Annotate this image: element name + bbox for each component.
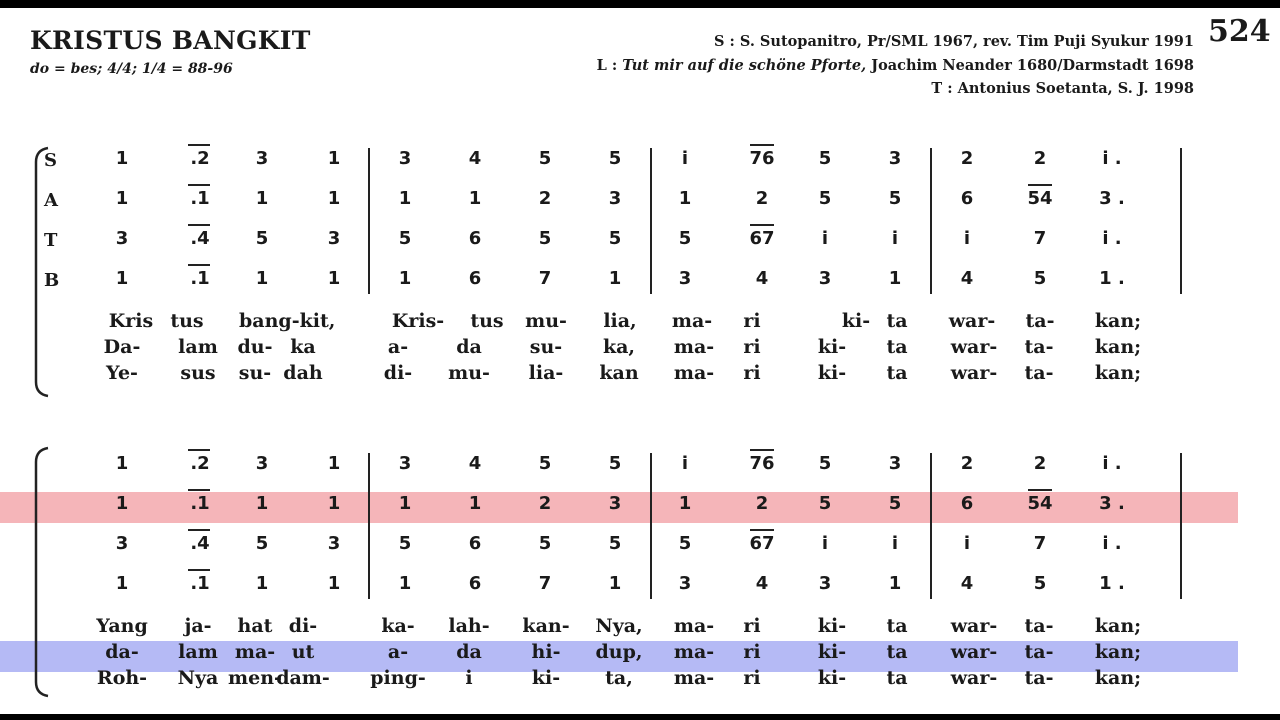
note-s2-alto-6: 1 bbox=[468, 493, 482, 514]
note-s1-alto-11: 5 bbox=[818, 188, 832, 209]
lyric-s2-l1-2: ja- bbox=[184, 615, 212, 637]
note-s2-alto-3: 1 bbox=[255, 493, 269, 514]
lyric-s1-l2-2: lam bbox=[178, 336, 218, 358]
note-s2-tenor-6: 6 bbox=[468, 533, 482, 554]
beam-line bbox=[1028, 489, 1052, 491]
lyric-s2-l2-12: ta bbox=[886, 641, 908, 663]
note-s1-alto-12: 5 bbox=[888, 188, 902, 209]
note-s1-tenor-7: 5 bbox=[538, 228, 552, 249]
lyric-s1-l1-9: ri bbox=[743, 310, 761, 332]
lyric-s2-l3-8: ta, bbox=[605, 667, 633, 689]
lyric-s1-l1-2: tus bbox=[170, 310, 204, 332]
beam-line bbox=[750, 529, 774, 531]
note-s1-bass-15: 1 . bbox=[1099, 268, 1125, 289]
lyric-s2-l1-11: ki- bbox=[817, 615, 847, 637]
note-s1-alto-14: 54 bbox=[1027, 188, 1053, 209]
lyric-s1-l1-12: war- bbox=[948, 310, 996, 332]
note-s1-bass-12: 1 bbox=[888, 268, 902, 289]
note-s1-bass-13: 4 bbox=[960, 268, 974, 289]
bottom-black-border bbox=[0, 714, 1280, 720]
lyric-s2-l2-3: ma- bbox=[234, 641, 276, 663]
lyric-s1-l1-1: Kris bbox=[108, 310, 154, 332]
note-s1-bass-9: 3 bbox=[678, 268, 692, 289]
note-s2-bass-13: 4 bbox=[960, 573, 974, 594]
lyric-s2-l1-1: Yang bbox=[96, 615, 148, 637]
lyric-s2-l1-7: kan- bbox=[522, 615, 570, 637]
beam-line bbox=[750, 144, 774, 146]
note-s2-alto-10: 2 bbox=[755, 493, 769, 514]
lyric-s2-l3-5: ping- bbox=[370, 667, 426, 689]
note-s1-alto-7: 2 bbox=[538, 188, 552, 209]
lyric-s1-l2-8: ka, bbox=[602, 336, 636, 358]
lyric-s1-l2-14: ta- bbox=[1024, 336, 1054, 358]
note-s2-alto-12: 5 bbox=[888, 493, 902, 514]
beam-line bbox=[1028, 184, 1052, 186]
lyric-s2-l3-3: men- bbox=[228, 667, 282, 689]
lyric-s2-l3-13: war- bbox=[950, 667, 998, 689]
lyric-s2-l3-11: ki- bbox=[817, 667, 847, 689]
note-s1-tenor-9: 5 bbox=[678, 228, 692, 249]
lyric-s1-l1-6: mu- bbox=[525, 310, 567, 332]
note-s1-tenor-13: i bbox=[963, 228, 971, 249]
note-s2-tenor-4: 3 bbox=[327, 533, 341, 554]
note-s2-bass-15: 1 . bbox=[1099, 573, 1125, 594]
note-s1-soprano-3: 3 bbox=[255, 148, 269, 169]
lyric-s2-l2-8: dup, bbox=[595, 641, 643, 663]
credit-lyrics-source bbox=[597, 57, 1194, 74]
note-s1-alto-6: 1 bbox=[468, 188, 482, 209]
note-s1-alto-3: 1 bbox=[255, 188, 269, 209]
lyric-s1-l2-12: ta bbox=[886, 336, 908, 358]
note-s2-bass-12: 1 bbox=[888, 573, 902, 594]
tempo-marking: do = bes; 4/4; 1/4 = 88-96 bbox=[30, 61, 233, 77]
lyric-s1-l3-5: di- bbox=[383, 362, 413, 384]
note-s2-alto-2: .1 bbox=[190, 493, 210, 514]
note-s1-soprano-15: i . bbox=[1102, 148, 1122, 169]
lyric-s1-l1-13: ta- bbox=[1025, 310, 1055, 332]
beam-line bbox=[750, 224, 774, 226]
lyric-s2-l2-11: ki- bbox=[817, 641, 847, 663]
lyric-s1-l2-1: Da- bbox=[103, 336, 141, 358]
lyric-s2-l2-2: lam bbox=[178, 641, 218, 663]
lyric-s2-l1-6: lah- bbox=[448, 615, 490, 637]
lyric-s2-l2-15: kan; bbox=[1094, 641, 1142, 663]
bar-line bbox=[930, 148, 932, 294]
note-s1-bass-4: 1 bbox=[327, 268, 341, 289]
voice-label-alto: A bbox=[44, 190, 58, 211]
lyric-s1-l3-13: war- bbox=[950, 362, 998, 384]
note-s1-bass-1: 1 bbox=[115, 268, 129, 289]
lyric-s2-l2-1: da- bbox=[105, 641, 139, 663]
note-s1-bass-14: 5 bbox=[1033, 268, 1047, 289]
lyric-s1-l2-3: du- bbox=[237, 336, 273, 358]
song-title: KRISTUS BANGKIT bbox=[30, 26, 311, 55]
note-s1-alto-10: 2 bbox=[755, 188, 769, 209]
note-s1-alto-9: 1 bbox=[678, 188, 692, 209]
bar-line bbox=[1180, 148, 1182, 294]
bar-line bbox=[1180, 453, 1182, 599]
lyric-s1-l3-6: mu- bbox=[448, 362, 490, 384]
note-s1-bass-6: 6 bbox=[468, 268, 482, 289]
note-s1-tenor-12: i bbox=[891, 228, 899, 249]
beam-line bbox=[188, 569, 210, 571]
note-s1-soprano-6: 4 bbox=[468, 148, 482, 169]
note-s2-soprano-7: 5 bbox=[538, 453, 552, 474]
beam-line bbox=[188, 144, 210, 146]
note-s2-tenor-1: 3 bbox=[115, 533, 129, 554]
note-s1-bass-3: 1 bbox=[255, 268, 269, 289]
lyric-s2-l3-1: Roh- bbox=[96, 667, 148, 689]
note-s1-soprano-4: 1 bbox=[327, 148, 341, 169]
note-s1-tenor-14: 7 bbox=[1033, 228, 1047, 249]
lyric-s1-l1-4: Kris- bbox=[391, 310, 445, 332]
note-s2-alto-14: 54 bbox=[1027, 493, 1053, 514]
note-s1-tenor-8: 5 bbox=[608, 228, 622, 249]
note-s1-alto-4: 1 bbox=[327, 188, 341, 209]
note-s2-bass-7: 7 bbox=[538, 573, 552, 594]
lyric-s1-l3-8: kan bbox=[599, 362, 639, 384]
lyric-s2-l1-3: hat bbox=[237, 615, 273, 637]
note-s2-tenor-2: .4 bbox=[190, 533, 210, 554]
lyric-s1-l2-7: su- bbox=[529, 336, 563, 358]
lyric-s1-l2-13: war- bbox=[950, 336, 998, 358]
note-s1-soprano-5: 3 bbox=[398, 148, 412, 169]
lyric-s2-l1-8: Nya, bbox=[595, 615, 643, 637]
lyric-s2-l1-9: ma- bbox=[673, 615, 715, 637]
lyric-s2-l3-7: ki- bbox=[531, 667, 561, 689]
note-s1-bass-7: 7 bbox=[538, 268, 552, 289]
bar-line bbox=[368, 148, 370, 294]
note-s1-soprano-14: 2 bbox=[1033, 148, 1047, 169]
lyric-s1-l3-2: sus bbox=[180, 362, 216, 384]
lyric-s2-l3-6: i bbox=[465, 667, 473, 689]
lyric-s1-l1-14: kan; bbox=[1094, 310, 1142, 332]
beam-line bbox=[188, 264, 210, 266]
lyric-s1-l1-7: lia, bbox=[603, 310, 637, 332]
lyric-s2-l3-14: ta- bbox=[1024, 667, 1054, 689]
top-black-border bbox=[0, 0, 1280, 8]
lyric-s1-l3-1: Ye- bbox=[106, 362, 138, 384]
note-s1-tenor-15: i . bbox=[1102, 228, 1122, 249]
bar-line bbox=[650, 453, 652, 599]
note-s2-soprano-6: 4 bbox=[468, 453, 482, 474]
note-s2-alto-15: 3 . bbox=[1099, 493, 1125, 514]
note-s1-alto-1: 1 bbox=[115, 188, 129, 209]
lyric-s2-l3-2: Nya bbox=[177, 667, 219, 689]
note-s2-tenor-13: i bbox=[963, 533, 971, 554]
note-s2-soprano-14: 2 bbox=[1033, 453, 1047, 474]
note-s1-tenor-4: 3 bbox=[327, 228, 341, 249]
note-s2-bass-10: 4 bbox=[755, 573, 769, 594]
lyric-s2-l2-13: war- bbox=[950, 641, 998, 663]
note-s2-tenor-8: 5 bbox=[608, 533, 622, 554]
bar-line bbox=[930, 453, 932, 599]
credit-l-rest: Joachim Neander 1680/Darmstadt 1698 bbox=[866, 57, 1194, 74]
bar-line bbox=[368, 453, 370, 599]
note-s1-soprano-9: i bbox=[681, 148, 689, 169]
lyric-s1-l3-14: ta- bbox=[1024, 362, 1054, 384]
note-s1-soprano-2: .2 bbox=[190, 148, 210, 169]
note-s2-bass-1: 1 bbox=[115, 573, 129, 594]
lyric-s1-l3-7: lia- bbox=[528, 362, 564, 384]
lyric-s1-l3-10: ri bbox=[743, 362, 761, 384]
beam-line bbox=[188, 184, 210, 186]
note-s2-bass-5: 1 bbox=[398, 573, 412, 594]
lyric-s1-l3-12: ta bbox=[886, 362, 908, 384]
note-s2-soprano-9: i bbox=[681, 453, 689, 474]
note-s2-alto-9: 1 bbox=[678, 493, 692, 514]
lyric-s2-l3-10: ri bbox=[743, 667, 761, 689]
note-s2-soprano-3: 3 bbox=[255, 453, 269, 474]
credit-translation: T : Antonius Soetanta, S. J. 1998 bbox=[931, 80, 1194, 97]
lyric-s1-l3-3: su- bbox=[238, 362, 272, 384]
beam-line bbox=[188, 224, 210, 226]
beam-line bbox=[750, 449, 774, 451]
lyric-s2-l2-5: a- bbox=[387, 641, 409, 663]
note-s1-soprano-11: 5 bbox=[818, 148, 832, 169]
credit-l-prefix: L : bbox=[596, 57, 623, 74]
lyric-s2-l1-12: ta bbox=[886, 615, 908, 637]
note-s2-tenor-15: i . bbox=[1102, 533, 1122, 554]
note-s1-bass-10: 4 bbox=[755, 268, 769, 289]
lyric-s2-l2-10: ri bbox=[743, 641, 761, 663]
note-s2-tenor-10: 67 bbox=[749, 533, 775, 554]
lyric-s1-l1-5: tus bbox=[470, 310, 504, 332]
lyric-s1-l1-10: ki- bbox=[841, 310, 871, 332]
note-s2-tenor-5: 5 bbox=[398, 533, 412, 554]
note-s1-soprano-8: 5 bbox=[608, 148, 622, 169]
note-s2-tenor-11: i bbox=[821, 533, 829, 554]
note-s2-alto-8: 3 bbox=[608, 493, 622, 514]
note-s2-soprano-8: 5 bbox=[608, 453, 622, 474]
lyric-s2-l2-14: ta- bbox=[1024, 641, 1054, 663]
lyric-s2-l2-6: da bbox=[456, 641, 482, 663]
lyric-s1-l2-10: ri bbox=[743, 336, 761, 358]
lyric-s2-l1-10: ri bbox=[743, 615, 761, 637]
lyric-s2-l3-15: kan; bbox=[1094, 667, 1142, 689]
lyric-s1-l3-15: kan; bbox=[1094, 362, 1142, 384]
lyric-s1-l2-5: a- bbox=[387, 336, 409, 358]
note-s1-tenor-1: 3 bbox=[115, 228, 129, 249]
system-2-brace bbox=[32, 446, 50, 698]
lyric-s1-l2-9: ma- bbox=[673, 336, 715, 358]
note-s1-soprano-13: 2 bbox=[960, 148, 974, 169]
note-s1-alto-5: 1 bbox=[398, 188, 412, 209]
lyric-s1-l1-8: ma- bbox=[671, 310, 713, 332]
lyric-s2-l3-4: dam- bbox=[276, 667, 330, 689]
bar-line bbox=[650, 148, 652, 294]
lyric-s1-l3-4: dah bbox=[283, 362, 323, 384]
lyric-s2-l2-9: ma- bbox=[673, 641, 715, 663]
lyric-s1-l3-9: ma- bbox=[673, 362, 715, 384]
lyric-s1-l2-4: ka bbox=[290, 336, 316, 358]
lyric-s2-l1-13: war- bbox=[950, 615, 998, 637]
note-s1-tenor-2: .4 bbox=[190, 228, 210, 249]
note-s2-bass-9: 3 bbox=[678, 573, 692, 594]
note-s2-soprano-15: i . bbox=[1102, 453, 1122, 474]
note-s1-bass-8: 1 bbox=[608, 268, 622, 289]
voice-label-soprano: S bbox=[44, 150, 57, 171]
lyric-s2-l1-4: di- bbox=[288, 615, 318, 637]
note-s2-bass-11: 3 bbox=[818, 573, 832, 594]
note-s1-soprano-1: 1 bbox=[115, 148, 129, 169]
lyric-s1-l2-11: ki- bbox=[817, 336, 847, 358]
note-s2-bass-14: 5 bbox=[1033, 573, 1047, 594]
note-s2-tenor-9: 5 bbox=[678, 533, 692, 554]
note-s2-soprano-5: 3 bbox=[398, 453, 412, 474]
hymn-number: 524 bbox=[1208, 14, 1271, 49]
note-s2-soprano-10: 76 bbox=[749, 453, 775, 474]
lyric-s2-l3-12: ta bbox=[886, 667, 908, 689]
lyric-s1-l3-11: ki- bbox=[817, 362, 847, 384]
voice-label-bass: B bbox=[44, 270, 60, 291]
note-s2-tenor-3: 5 bbox=[255, 533, 269, 554]
note-s1-soprano-10: 76 bbox=[749, 148, 775, 169]
lyric-s2-l1-14: ta- bbox=[1024, 615, 1054, 637]
note-s1-alto-15: 3 . bbox=[1099, 188, 1125, 209]
lyric-s2-l1-5: ka- bbox=[381, 615, 415, 637]
lyric-s1-l2-15: kan; bbox=[1094, 336, 1142, 358]
note-s2-alto-13: 6 bbox=[960, 493, 974, 514]
credit-music: S : S. Sutopanitro, Pr/SML 1967, rev. Tim Puji Syukur 1991 bbox=[713, 33, 1194, 50]
note-s2-soprano-2: .2 bbox=[190, 453, 210, 474]
note-s2-alto-11: 5 bbox=[818, 493, 832, 514]
note-s1-tenor-6: 6 bbox=[468, 228, 482, 249]
beam-line bbox=[188, 449, 210, 451]
beam-line bbox=[188, 489, 210, 491]
note-s2-bass-8: 1 bbox=[608, 573, 622, 594]
note-s2-bass-2: .1 bbox=[190, 573, 210, 594]
note-s2-alto-1: 1 bbox=[115, 493, 129, 514]
beam-line bbox=[188, 529, 210, 531]
note-s2-alto-7: 2 bbox=[538, 493, 552, 514]
lyric-s1-l1-11: ta bbox=[886, 310, 908, 332]
note-s2-tenor-12: i bbox=[891, 533, 899, 554]
note-s2-soprano-12: 3 bbox=[888, 453, 902, 474]
note-s2-alto-4: 1 bbox=[327, 493, 341, 514]
lyric-s1-l1-3: bang-kit, bbox=[239, 310, 336, 332]
voice-label-tenor: T bbox=[44, 230, 58, 251]
lyric-s2-l2-4: ut bbox=[291, 641, 315, 663]
note-s2-bass-3: 1 bbox=[255, 573, 269, 594]
note-s1-tenor-11: i bbox=[821, 228, 829, 249]
note-s1-tenor-5: 5 bbox=[398, 228, 412, 249]
lyric-s2-l2-7: hi- bbox=[531, 641, 561, 663]
note-s1-soprano-12: 3 bbox=[888, 148, 902, 169]
note-s2-tenor-14: 7 bbox=[1033, 533, 1047, 554]
note-s1-bass-2: .1 bbox=[190, 268, 210, 289]
note-s1-bass-5: 1 bbox=[398, 268, 412, 289]
lyric-s2-l3-9: ma- bbox=[673, 667, 715, 689]
lyric-s1-l2-6: da bbox=[456, 336, 482, 358]
note-s1-tenor-10: 67 bbox=[749, 228, 775, 249]
note-s1-alto-2: .1 bbox=[190, 188, 210, 209]
note-s2-bass-4: 1 bbox=[327, 573, 341, 594]
note-s1-alto-8: 3 bbox=[608, 188, 622, 209]
note-s2-soprano-13: 2 bbox=[960, 453, 974, 474]
lyric-s2-l1-15: kan; bbox=[1094, 615, 1142, 637]
credit-l-italic: Tut mir auf die schöne Pforte, bbox=[622, 57, 867, 74]
note-s1-bass-11: 3 bbox=[818, 268, 832, 289]
note-s2-tenor-7: 5 bbox=[538, 533, 552, 554]
note-s2-alto-5: 1 bbox=[398, 493, 412, 514]
note-s2-soprano-4: 1 bbox=[327, 453, 341, 474]
note-s1-soprano-7: 5 bbox=[538, 148, 552, 169]
note-s2-bass-6: 6 bbox=[468, 573, 482, 594]
note-s2-soprano-1: 1 bbox=[115, 453, 129, 474]
note-s2-soprano-11: 5 bbox=[818, 453, 832, 474]
note-s1-alto-13: 6 bbox=[960, 188, 974, 209]
note-s1-tenor-3: 5 bbox=[255, 228, 269, 249]
